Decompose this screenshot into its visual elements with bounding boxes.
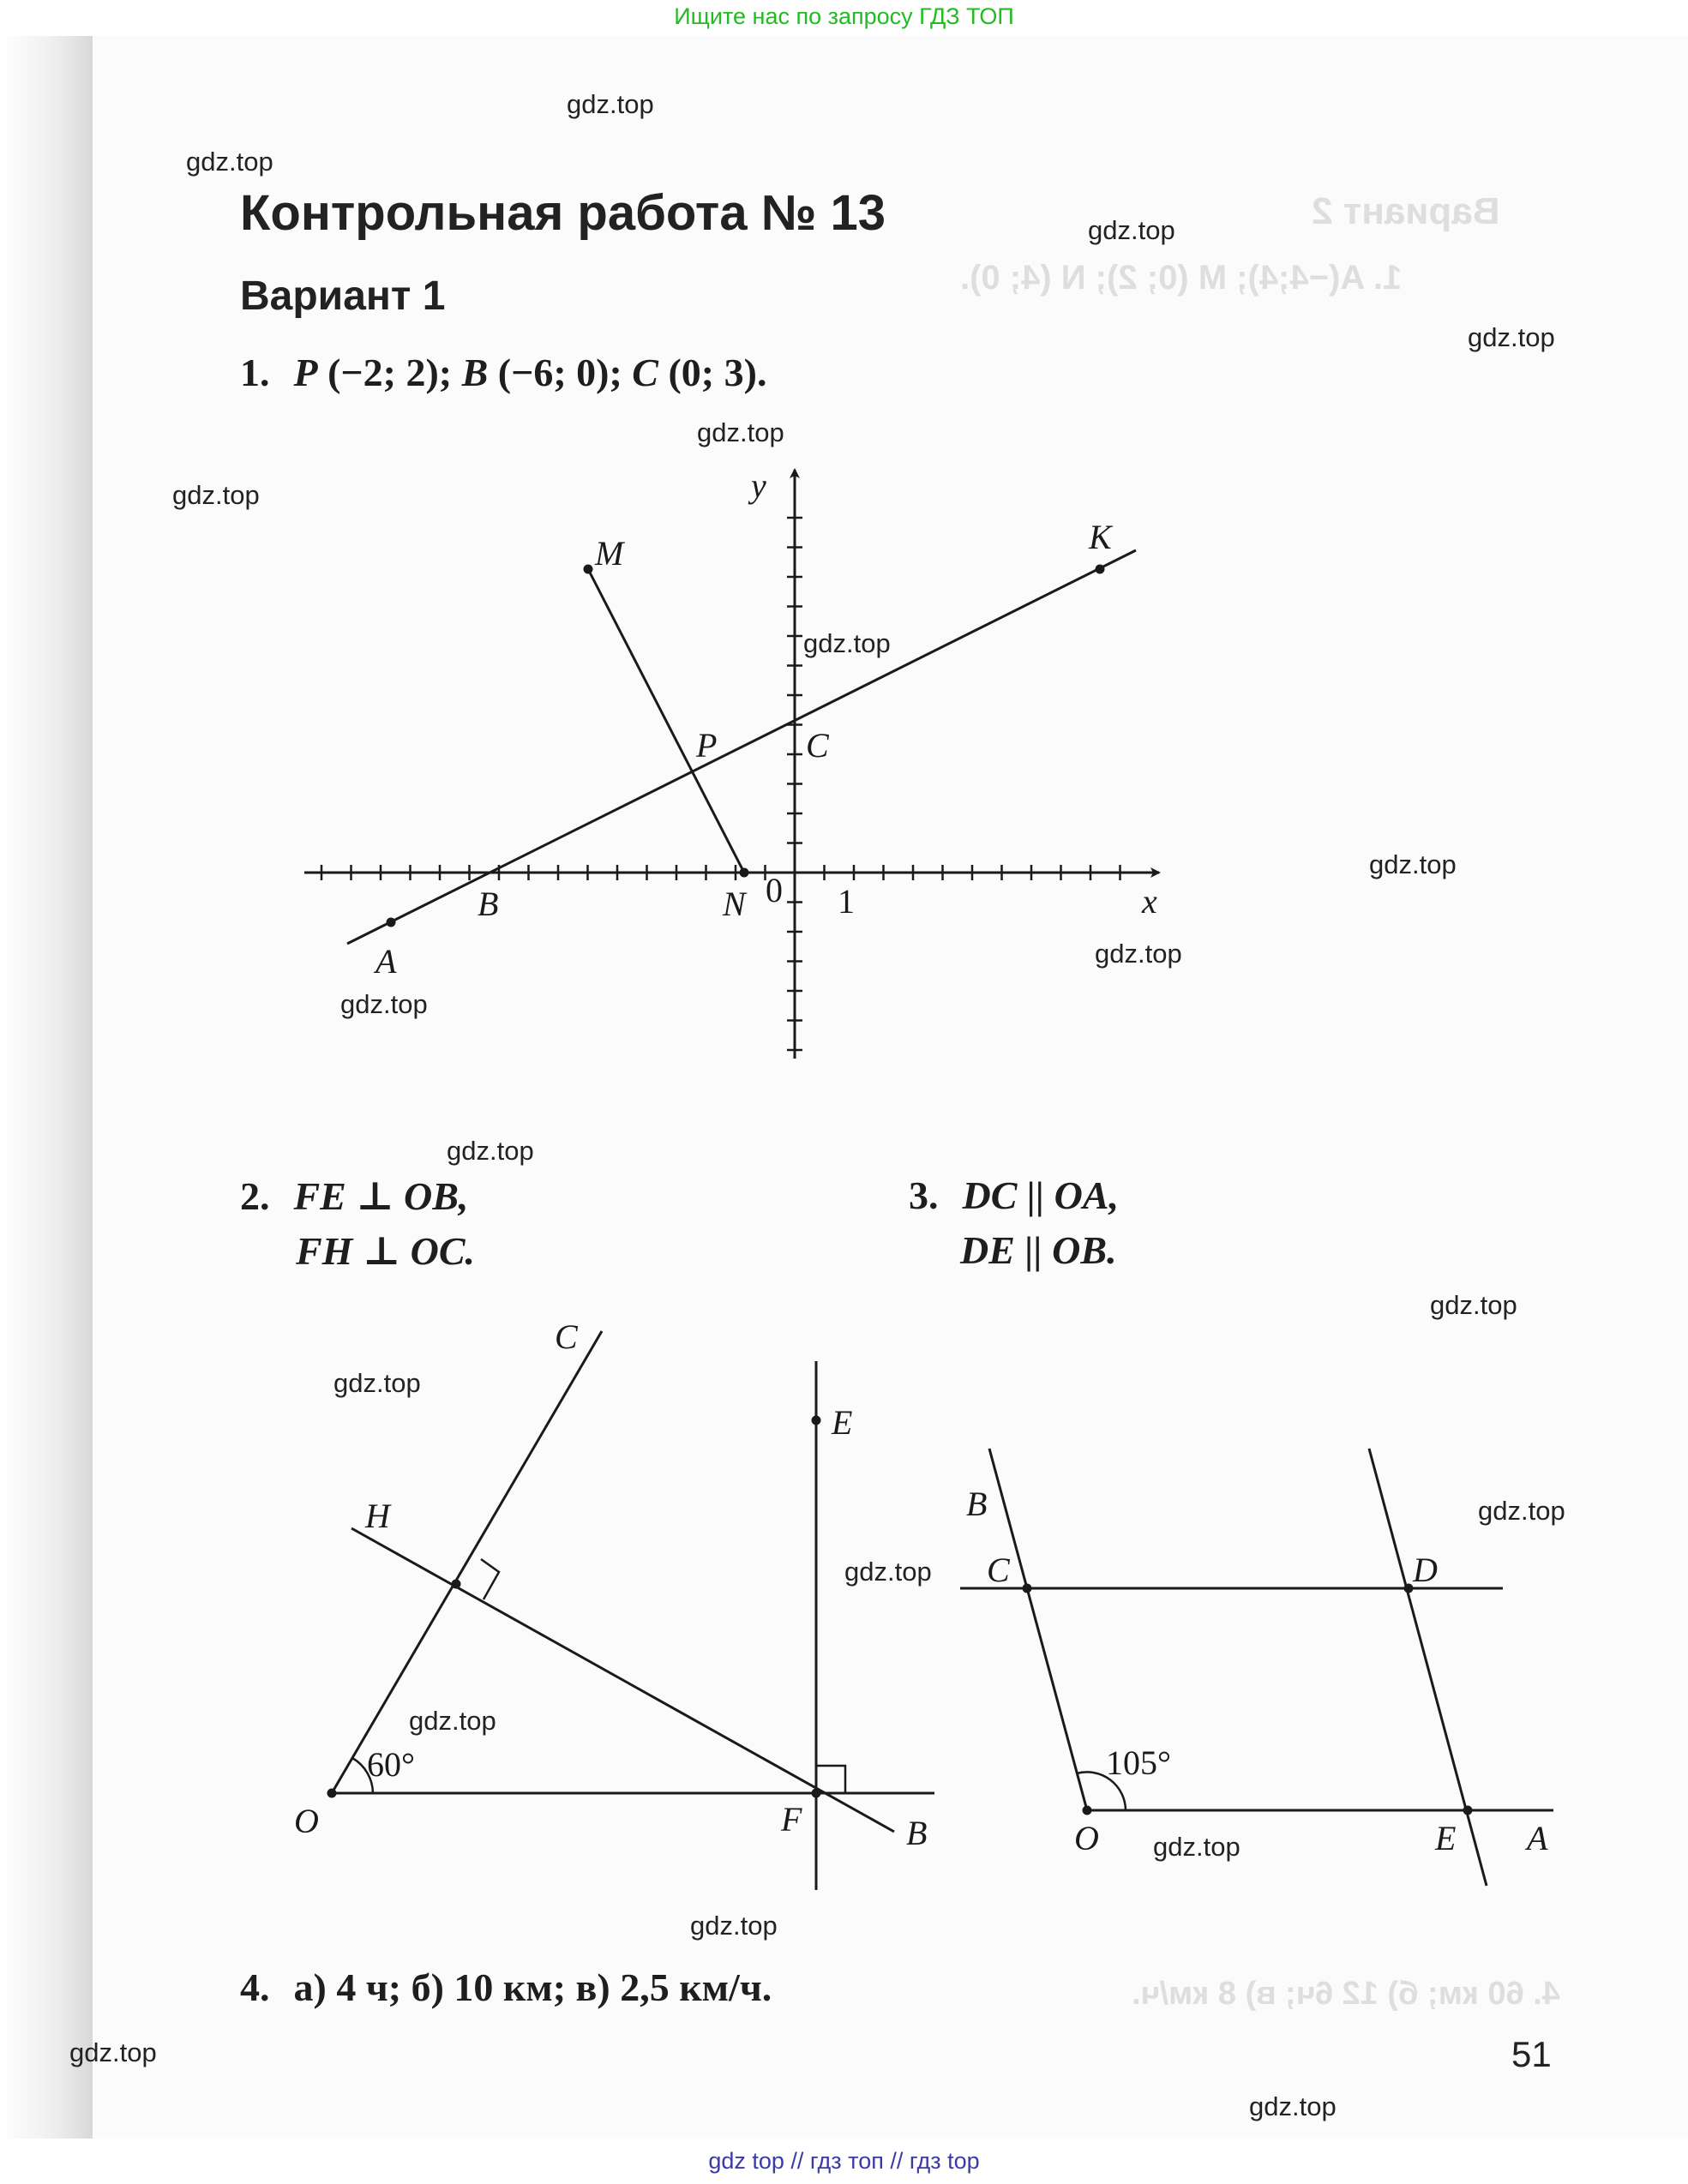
label-a: A [1527, 1819, 1548, 1857]
task-number: 1. [240, 351, 270, 394]
watermark: gdz.top [186, 147, 273, 177]
figure-task-3 [960, 1449, 1553, 1886]
point-m [584, 565, 593, 574]
point-n [740, 868, 749, 878]
label-m: M [595, 534, 624, 573]
angle-label: 105° [1106, 1743, 1171, 1782]
label-a: A [375, 942, 397, 981]
point-e [812, 1416, 821, 1425]
line-fh [351, 1528, 894, 1832]
label-d: D [1413, 1551, 1438, 1589]
watermark: gdz.top [69, 2037, 157, 2067]
ray-oc [332, 1331, 602, 1793]
figure-task-3-labels [966, 1485, 1548, 1857]
label-b: B [478, 885, 499, 923]
point-e [1463, 1806, 1473, 1815]
watermark: gdz.top [172, 480, 260, 510]
point-coords: (−6; 0); [488, 351, 633, 394]
label-c: C [806, 726, 829, 765]
point-c [1023, 1584, 1032, 1593]
watermark: gdz.top [333, 1368, 421, 1398]
ghost-line: 1. A(−4;4); M (0; 2); N (4; 0). [960, 259, 1403, 297]
point-h [452, 1580, 461, 1589]
label-o: O [1074, 1819, 1099, 1857]
point-f [812, 1789, 821, 1798]
right-angle-f [816, 1766, 845, 1793]
task-3-line-1: DC || OA, [962, 1173, 1120, 1217]
label-e: E [1435, 1819, 1457, 1857]
coordinate-graph [304, 470, 1159, 1059]
label-f: F [781, 1800, 802, 1839]
point-name: B [461, 351, 489, 394]
figure-task-3-points [1023, 1584, 1473, 1815]
label-e: E [832, 1403, 853, 1442]
label-k: K [1089, 518, 1112, 556]
label-c: C [987, 1551, 1010, 1589]
variant-title: Вариант 1 [240, 273, 446, 319]
point-name: P [293, 351, 318, 394]
ghost-heading: Вариант 2 [1312, 190, 1500, 232]
angle-label: 60° [367, 1745, 415, 1784]
watermark: gdz.top [1249, 2091, 1337, 2121]
watermark: gdz.top [567, 89, 654, 119]
label-p: P [696, 726, 718, 765]
point-coords: (−2; 2); [317, 351, 462, 394]
task-3-line-2: DE || OB. [960, 1228, 1117, 1272]
watermark: gdz.top [447, 1136, 534, 1166]
graph-labels [373, 466, 1157, 981]
watermark: gdz.top [1468, 322, 1555, 352]
label-c: C [555, 1317, 578, 1356]
label-h: H [365, 1497, 390, 1535]
figure-task-2-labels [294, 1317, 927, 1852]
point-o [327, 1789, 337, 1798]
figure-task-2-points [327, 1416, 821, 1798]
top-banner[interactable]: Ищите нас по запросу ГДЗ ТОП [674, 3, 1014, 29]
label-b: B [966, 1485, 988, 1523]
watermark: gdz.top [690, 1911, 778, 1941]
origin-label: 0 [766, 871, 783, 909]
label-o: O [294, 1802, 319, 1840]
point-o [1083, 1806, 1092, 1815]
task-number: 2. [240, 1174, 270, 1218]
point-coords: (0; 3). [658, 351, 767, 394]
unit-label: 1 [838, 882, 855, 921]
task-4-answer: а) 4 ч; б) 10 км; в) 2,5 км/ч. [293, 1965, 772, 2009]
watermark: gdz.top [1478, 1496, 1565, 1526]
watermark: gdz.top [1369, 849, 1457, 879]
task-2-line-1: FE ⊥ OB, [293, 1174, 469, 1218]
point-a [387, 918, 396, 927]
watermark: gdz.top [697, 417, 784, 447]
bottom-banner[interactable]: gdz top // гдз топ // гдз top [708, 2148, 980, 2174]
y-axis-label: y [751, 466, 766, 505]
watermark: gdz.top [1095, 939, 1182, 969]
watermark: gdz.top [1153, 1832, 1240, 1862]
segment-mn [588, 569, 744, 873]
label-n: N [723, 885, 746, 923]
page-title: Контрольная работа № 13 [240, 185, 886, 241]
watermark: gdz.top [844, 1557, 932, 1587]
watermark: gdz.top [1088, 215, 1175, 245]
watermark: gdz.top [1430, 1290, 1517, 1320]
watermark: gdz.top [803, 628, 891, 658]
task-2-line-2: FH ⊥ OC. [296, 1229, 476, 1273]
label-b: B [906, 1814, 928, 1852]
page-number: 51 [1511, 2034, 1552, 2074]
point-d [1404, 1584, 1414, 1593]
ray-ob [989, 1449, 1087, 1810]
task-number: 4. [240, 1965, 270, 2009]
x-axis-label: x [1142, 882, 1157, 921]
right-angle-h [481, 1559, 499, 1599]
point-name: C [632, 351, 658, 394]
watermark: gdz.top [340, 989, 428, 1019]
line-de [1369, 1449, 1487, 1886]
ghost-task4: 4. 60 км; б) 12 6ч; в) 8 км/ч. [1132, 1976, 1560, 2012]
task-number: 3. [909, 1173, 939, 1217]
watermark: gdz.top [409, 1706, 496, 1736]
point-k [1096, 565, 1105, 574]
